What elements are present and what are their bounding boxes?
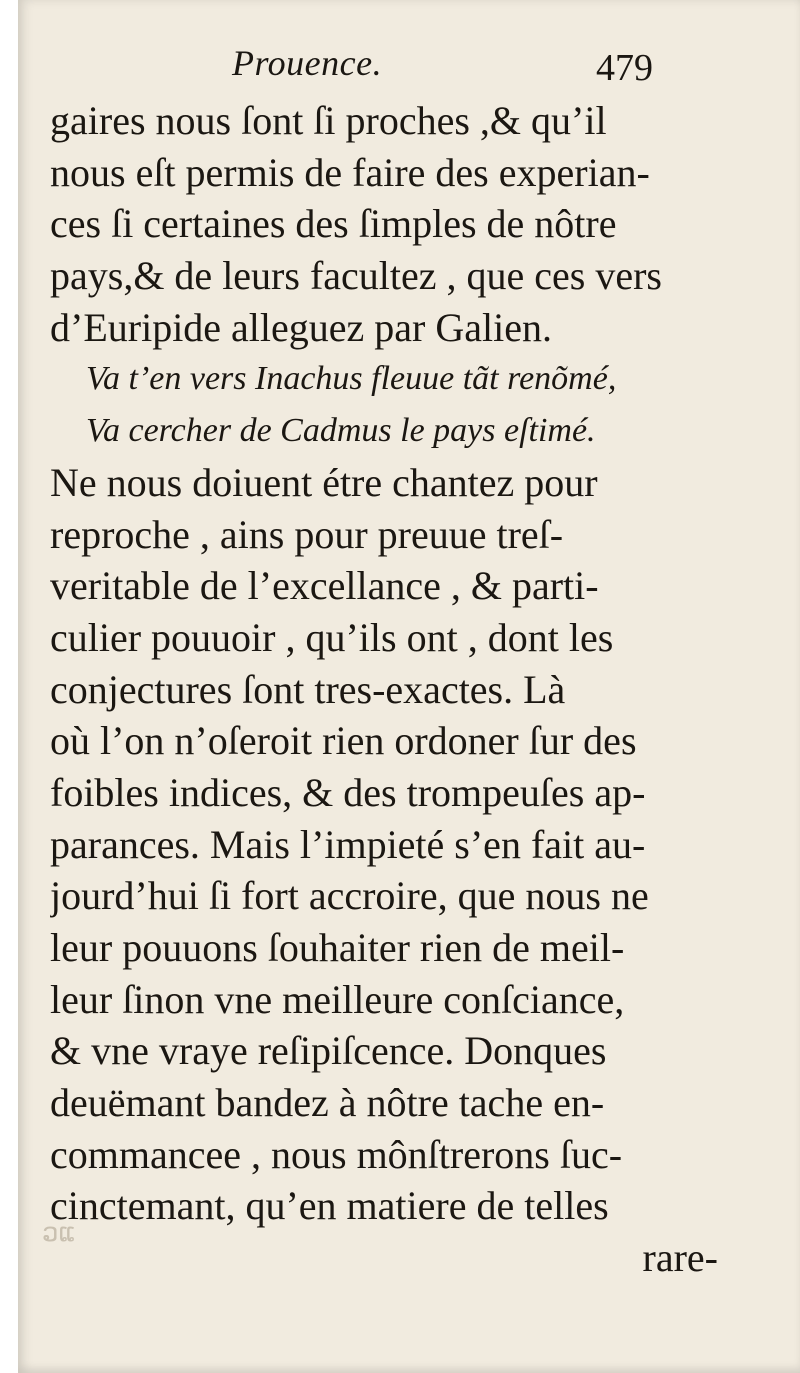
verse-line: Va t’en vers Inachus fleuue tãt renõmé, bbox=[86, 360, 617, 398]
text-line: ces ſi certaines des ſimples de nôtre bbox=[50, 201, 617, 247]
text-line: conjectures ſont tres-exactes. Là bbox=[50, 666, 566, 712]
text-line: deuëmant bandez à nôtre tache en- bbox=[50, 1080, 605, 1126]
text-line: commancee , nous mônſtrerons ſuc- bbox=[50, 1131, 623, 1177]
catchword: rare- bbox=[642, 1235, 718, 1281]
body-text bbox=[50, 95, 750, 1284]
page-gutter bbox=[0, 0, 18, 1373]
text-line: veritable de l’excellance , & parti- bbox=[50, 563, 599, 609]
text-line: foibles indices, & des trompeuſes ap- bbox=[50, 769, 646, 815]
verse-line: Va cercher de Cadmus le pays eſtimé. bbox=[86, 412, 596, 450]
margin-mark: ວແ bbox=[42, 1218, 76, 1247]
text-line: leur pouuons ſouhaiter rien de meil- bbox=[50, 925, 625, 970]
page-header bbox=[0, 40, 800, 90]
text-line: leur ſinon vne meilleure conſciance, bbox=[50, 976, 625, 1022]
text-line: & vne vraye reſipiſcence. Donques bbox=[50, 1028, 607, 1074]
text-line: culier pouuoir , qu’ils ont , dont les bbox=[50, 614, 614, 660]
text-line: nous eſt permis de faire des experian- bbox=[50, 149, 650, 195]
text-line: reproche , ains pour preuue treſ- bbox=[50, 511, 564, 557]
text-line: Ne nous doiuent étre chantez pour bbox=[50, 459, 598, 505]
text-line: d’Euripide alleguez par Galien. bbox=[50, 304, 552, 350]
text-line: cinctemant, qu’en matiere de telles bbox=[50, 1183, 609, 1229]
page-number: 479 bbox=[596, 47, 653, 89]
text-line: pays,& de leurs facultez , que ces vers bbox=[50, 253, 662, 299]
running-head: Prouence. bbox=[232, 43, 383, 83]
text-line: jourd’hui ſi fort accroire, que nous ne bbox=[50, 873, 649, 919]
text-line: où l’on n’oſeroit rien ordoner ſur des bbox=[50, 718, 637, 764]
text-line: gaires nous ſont ſi proches ,& qu’il bbox=[50, 98, 607, 143]
text-line: parances. Mais l’impieté s’en fait au- bbox=[50, 821, 646, 867]
